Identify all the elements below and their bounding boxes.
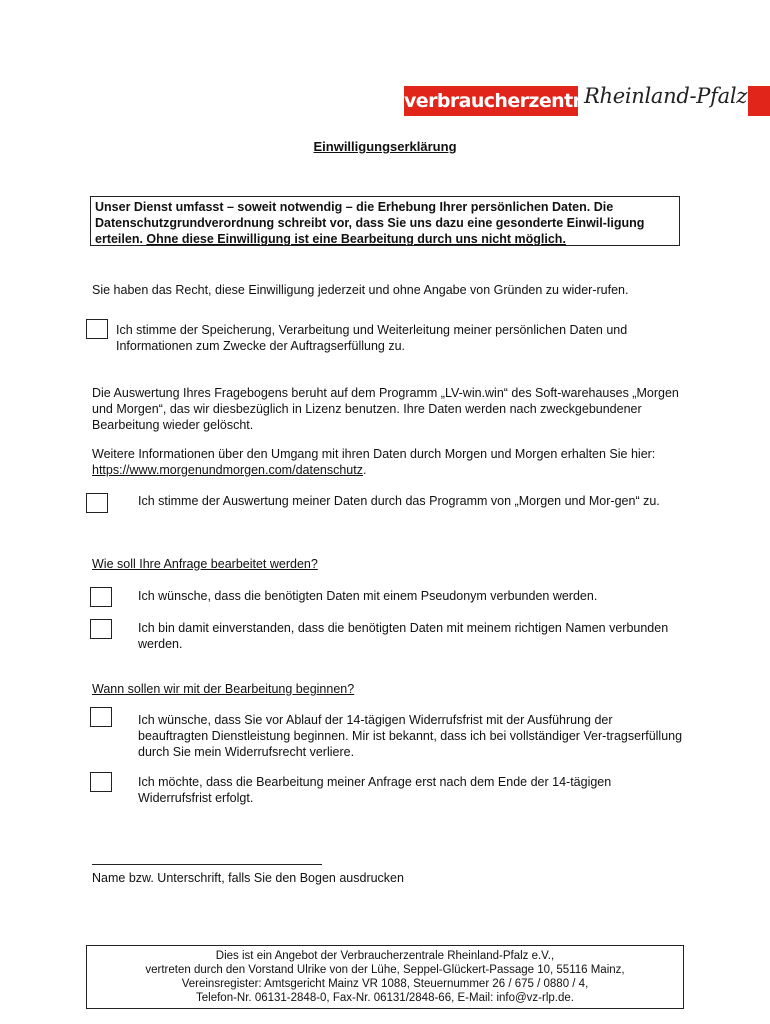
early-start-checkbox[interactable] xyxy=(90,707,112,727)
brand-accent-bar xyxy=(748,86,770,116)
processing-heading: Wie soll Ihre Anfrage bearbeitet werden? xyxy=(92,557,318,571)
real-name-label: Ich bin damit einverstanden, dass die benötigten Daten mit meinem richtigen Namen verbunden werden. xyxy=(138,621,669,651)
consent-evaluation-label: Ich stimme der Auswertung meiner Daten durch das Programm von „Morgen und Mor-gen“ zu. xyxy=(138,494,660,508)
more-info-text: Weitere Informationen über den Umgang mit ihren Daten durch Morgen und Morgen erhalten Sie hier: xyxy=(92,447,656,461)
consent-storage-label: Ich stimme der Speicherung, Verarbeitung und Weiterleitung meiner persönlichen Daten und Informationen zum Zwecke der Auftragserfüllung zu. xyxy=(116,323,628,353)
start-heading: Wann sollen wir mit der Bearbeitung beginnen? xyxy=(92,682,355,696)
pseudonym-checkbox[interactable] xyxy=(90,587,112,607)
signature-line[interactable] xyxy=(92,864,322,865)
privacy-link[interactable]: https://www.morgenundmorgen.com/datenschutz xyxy=(92,463,363,477)
brand-logo-region: Rheinland-Pfalz xyxy=(584,84,748,108)
pseudonym-label: Ich wünsche, dass die benötigten Daten mit einem Pseudonym verbunden werden. xyxy=(138,589,598,603)
late-start-label: Ich möchte, dass die Bearbeitung meiner Anfrage erst nach dem Ende der 14-tägigen Widerrufsfrist erfolgt. xyxy=(138,775,612,805)
evaluation-info: Die Auswertung Ihres Fragebogens beruht auf dem Programm „LV-win.win“ des Soft-warehauses „Morgen und Morgen“, das wir diesbezüglich in Lizenz benutzen. Ihre Daten werden nach zweckgebundener Bearbeitung wieder gelöscht. xyxy=(92,386,679,432)
intro-notice xyxy=(90,196,680,246)
early-start-label: Ich wünsche, dass Sie vor Ablauf der 14-tägigen Widerrufsfrist mit der Ausführung der beauftragten Dienstleistung beginnen. Mir ist bekannt, dass ich bei vollständiger Ver-tragserfüllung durch Sie mein Widerrufsrecht verliere. xyxy=(138,713,683,759)
footer-imprint xyxy=(86,945,684,1009)
more-info-suffix: . xyxy=(362,463,367,477)
footer-line-4: Telefon-Nr. 06131-2848-0, Fax-Nr. 06131/2848-66, E-Mail: info@vz-rlp.de. xyxy=(196,992,574,1004)
more-info xyxy=(92,446,682,478)
consent-storage-checkbox[interactable] xyxy=(86,319,108,339)
real-name-checkbox[interactable] xyxy=(90,619,112,639)
intro-text: Unser Dienst umfasst – soweit notwendig – die Erhebung Ihrer persönlichen Daten. Die Datenschutzgrundverordnung schreibt vor, dass Sie uns dazu eine gesonderte Einwil-ligung erteilen. xyxy=(95,200,645,246)
late-start-checkbox[interactable] xyxy=(90,772,112,792)
signature-label: Name bzw. Unterschrift, falls Sie den Bogen ausdrucken xyxy=(92,871,404,885)
footer-line-2: vertreten durch den Vorstand Ulrike von der Lühe, Seppel-Glückert-Passage 10, 55116 Mainz, xyxy=(145,964,625,976)
revoke-notice: Sie haben das Recht, diese Einwilligung jederzeit und ohne Angabe von Gründen zu wider-rufen. xyxy=(92,283,629,297)
intro-text-underlined: Ohne diese Einwilligung ist eine Bearbeitung durch uns nicht möglich. xyxy=(146,232,566,246)
consent-evaluation-checkbox[interactable] xyxy=(86,493,108,513)
footer-line-1: Dies ist ein Angebot der Verbraucherzentrale Rheinland-Pfalz e.V., xyxy=(215,950,555,962)
brand-logo: verbraucherzentrale xyxy=(404,86,578,116)
footer-line-3: Vereinsregister: Amtsgericht Mainz VR 1088, Steuernummer 26 / 675 / 0880 / 4, xyxy=(181,978,589,990)
page-title: Einwilligungserklärung xyxy=(313,139,457,154)
